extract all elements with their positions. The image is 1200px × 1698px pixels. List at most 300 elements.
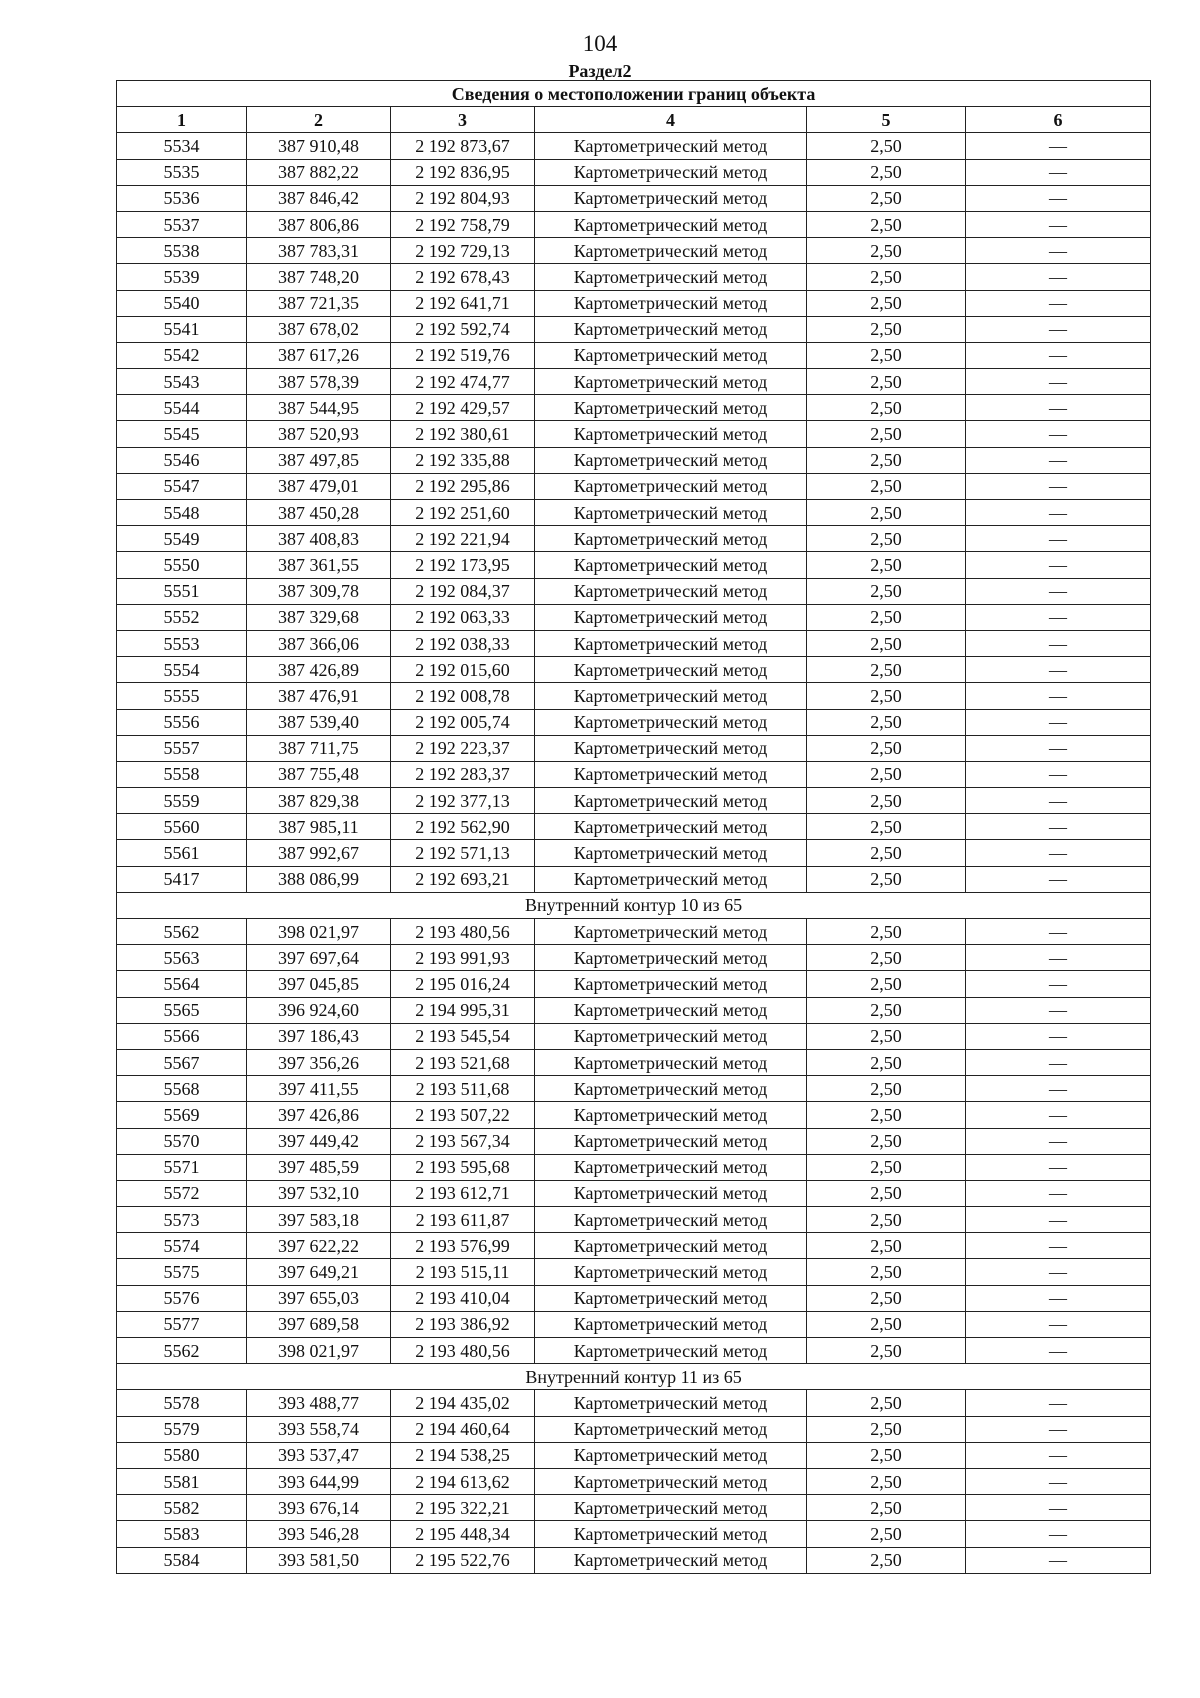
table-row — [117, 316, 1151, 342]
table-cell: 5535 — [117, 159, 247, 185]
table-cell: 2,50 — [807, 447, 966, 473]
table-cell: — — [966, 1128, 1151, 1154]
table-cell: 5549 — [117, 526, 247, 552]
table-cell: 2,50 — [807, 1547, 966, 1573]
table-cell: 2,50 — [807, 185, 966, 211]
table-cell: 2 192 063,33 — [391, 604, 535, 630]
table-cell: 5540 — [117, 290, 247, 316]
table-cell: 2,50 — [807, 526, 966, 552]
table-cell: 387 910,48 — [247, 133, 391, 159]
table-cell: — — [966, 630, 1151, 656]
table-cell: — — [966, 1416, 1151, 1442]
table-cell: 5534 — [117, 133, 247, 159]
table-row — [117, 211, 1151, 237]
table-cell: 2 194 995,31 — [391, 997, 535, 1023]
table-row — [117, 1311, 1151, 1337]
table-cell: 2,50 — [807, 290, 966, 316]
table-row — [117, 1076, 1151, 1102]
table-row — [117, 1442, 1151, 1468]
contour-label-row — [117, 1364, 1151, 1390]
table-cell: 5555 — [117, 683, 247, 709]
table-cell: 2,50 — [807, 1128, 966, 1154]
table-cell: Картометрический метод — [535, 316, 807, 342]
table-row — [117, 1285, 1151, 1311]
table-cell: Картометрический метод — [535, 447, 807, 473]
table-cell: Картометрический метод — [535, 971, 807, 997]
table-cell: 387 426,89 — [247, 657, 391, 683]
table-row — [117, 1023, 1151, 1049]
table-cell: 393 558,74 — [247, 1416, 391, 1442]
table-cell: 397 532,10 — [247, 1180, 391, 1206]
table-cell: 5560 — [117, 814, 247, 840]
table-cell: 2 192 474,77 — [391, 369, 535, 395]
table-cell: 2,50 — [807, 761, 966, 787]
table-cell: — — [966, 1180, 1151, 1206]
table-cell: 387 408,83 — [247, 526, 391, 552]
table-cell: 5543 — [117, 369, 247, 395]
table-cell: 2 193 612,71 — [391, 1180, 535, 1206]
table-cell: — — [966, 866, 1151, 892]
table-row — [117, 1259, 1151, 1285]
table-cell: 397 356,26 — [247, 1049, 391, 1075]
table-row — [117, 788, 1151, 814]
table-cell: 387 329,68 — [247, 604, 391, 630]
table-cell: — — [966, 1468, 1151, 1494]
table-cell: 2 192 221,94 — [391, 526, 535, 552]
table-row — [117, 735, 1151, 761]
table-cell: Картометрический метод — [535, 866, 807, 892]
table-cell: 397 689,58 — [247, 1311, 391, 1337]
table-cell: 5537 — [117, 211, 247, 237]
table-cell: 387 806,86 — [247, 211, 391, 237]
table-cell: Картометрический метод — [535, 1128, 807, 1154]
table-row — [117, 840, 1151, 866]
table-row — [117, 1128, 1151, 1154]
table-cell: Картометрический метод — [535, 604, 807, 630]
table-cell: — — [966, 1076, 1151, 1102]
table-cell: — — [966, 997, 1151, 1023]
table-cell: 387 748,20 — [247, 264, 391, 290]
table-cell: 2,50 — [807, 735, 966, 761]
table-row — [117, 526, 1151, 552]
table-cell: 387 539,40 — [247, 709, 391, 735]
table-cell: 2 194 538,25 — [391, 1442, 535, 1468]
table-cell: Картометрический метод — [535, 1547, 807, 1573]
table-cell: — — [966, 709, 1151, 735]
table-cell: 5572 — [117, 1180, 247, 1206]
table-cell: Картометрический метод — [535, 238, 807, 264]
table-cell: 2 192 380,61 — [391, 421, 535, 447]
table-row — [117, 866, 1151, 892]
table-row — [117, 1233, 1151, 1259]
table-cell: — — [966, 421, 1151, 447]
table-cell: Картометрический метод — [535, 1102, 807, 1128]
table-cell: 397 485,59 — [247, 1154, 391, 1180]
table-cell: 2,50 — [807, 421, 966, 447]
table-cell: 2 193 576,99 — [391, 1233, 535, 1259]
table-cell: 2,50 — [807, 1259, 966, 1285]
table-row — [117, 369, 1151, 395]
table-cell: — — [966, 290, 1151, 316]
table-row — [117, 395, 1151, 421]
table-cell: 387 617,26 — [247, 342, 391, 368]
table-cell: 397 411,55 — [247, 1076, 391, 1102]
table-row — [117, 1495, 1151, 1521]
column-header: 3 — [391, 107, 535, 133]
table-cell: 5545 — [117, 421, 247, 447]
table-cell: 2 192 173,95 — [391, 552, 535, 578]
table-cell: — — [966, 945, 1151, 971]
table-cell: 5564 — [117, 971, 247, 997]
table-cell: 5570 — [117, 1128, 247, 1154]
table-cell: 397 655,03 — [247, 1285, 391, 1311]
table-cell: 393 488,77 — [247, 1390, 391, 1416]
table-cell: — — [966, 919, 1151, 945]
table-cell: 2 193 611,87 — [391, 1207, 535, 1233]
table-cell: 387 721,35 — [247, 290, 391, 316]
table-cell: — — [966, 1547, 1151, 1573]
table-cell: 387 309,78 — [247, 578, 391, 604]
table-cell: 2 192 335,88 — [391, 447, 535, 473]
table-cell: 2 192 873,67 — [391, 133, 535, 159]
table-cell: 387 476,91 — [247, 683, 391, 709]
table-cell: 2,50 — [807, 1102, 966, 1128]
table-cell: — — [966, 264, 1151, 290]
table-cell: Картометрический метод — [535, 1338, 807, 1364]
table-cell: 2,50 — [807, 316, 966, 342]
table-cell: Картометрический метод — [535, 500, 807, 526]
table-cell: 397 697,64 — [247, 945, 391, 971]
table-cell: Картометрический метод — [535, 1154, 807, 1180]
table-cell: 2 192 758,79 — [391, 211, 535, 237]
table-cell: 2,50 — [807, 1154, 966, 1180]
table-cell: 2 192 295,86 — [391, 473, 535, 499]
table-cell: 387 882,22 — [247, 159, 391, 185]
table-row — [117, 1390, 1151, 1416]
table-cell: Картометрический метод — [535, 945, 807, 971]
table-cell: 2,50 — [807, 657, 966, 683]
table-cell: 397 649,21 — [247, 1259, 391, 1285]
table-cell: 2 192 678,43 — [391, 264, 535, 290]
table-row — [117, 552, 1151, 578]
table-cell: 2,50 — [807, 1207, 966, 1233]
table-cell: 2,50 — [807, 945, 966, 971]
table-cell: Картометрический метод — [535, 552, 807, 578]
table-cell: 2 195 322,21 — [391, 1495, 535, 1521]
table-cell: Картометрический метод — [535, 919, 807, 945]
table-cell: Картометрический метод — [535, 1285, 807, 1311]
table-cell: 2 192 015,60 — [391, 657, 535, 683]
table-cell: Картометрический метод — [535, 630, 807, 656]
table-cell: 2 193 480,56 — [391, 1338, 535, 1364]
table-cell: 2,50 — [807, 1521, 966, 1547]
table-cell: — — [966, 526, 1151, 552]
table-cell: Картометрический метод — [535, 1311, 807, 1337]
table-cell: 5577 — [117, 1311, 247, 1337]
table-cell: 2 192 641,71 — [391, 290, 535, 316]
table-cell: — — [966, 1495, 1151, 1521]
table-cell: 393 644,99 — [247, 1468, 391, 1494]
table-cell: 2,50 — [807, 395, 966, 421]
table-cell: — — [966, 473, 1151, 499]
table-cell: — — [966, 1259, 1151, 1285]
table-cell: 5539 — [117, 264, 247, 290]
table-cell: 387 755,48 — [247, 761, 391, 787]
table-cell: 397 449,42 — [247, 1128, 391, 1154]
table-cell: — — [966, 395, 1151, 421]
table-cell: 5580 — [117, 1442, 247, 1468]
table-cell: 2 194 613,62 — [391, 1468, 535, 1494]
table-cell: 388 086,99 — [247, 866, 391, 892]
table-cell: 5574 — [117, 1233, 247, 1259]
table-cell: 396 924,60 — [247, 997, 391, 1023]
table-cell: 387 711,75 — [247, 735, 391, 761]
table-cell: 2 193 545,54 — [391, 1023, 535, 1049]
table-cell: — — [966, 500, 1151, 526]
table-cell: 2,50 — [807, 630, 966, 656]
table-cell: 5558 — [117, 761, 247, 787]
section-title: Раздел2 — [568, 61, 632, 81]
table-cell: — — [966, 1390, 1151, 1416]
table-cell: Картометрический метод — [535, 814, 807, 840]
table-cell: 2 192 729,13 — [391, 238, 535, 264]
table-cell: — — [966, 1521, 1151, 1547]
table-cell: 5548 — [117, 500, 247, 526]
table-cell: Картометрический метод — [535, 369, 807, 395]
table-row — [117, 1521, 1151, 1547]
table-cell: 5552 — [117, 604, 247, 630]
table-cell: 387 366,06 — [247, 630, 391, 656]
table-cell: — — [966, 159, 1151, 185]
table-cell: — — [966, 735, 1151, 761]
table-row — [117, 1547, 1151, 1573]
table-cell: Картометрический метод — [535, 185, 807, 211]
table-row — [117, 421, 1151, 447]
table-cell: 5565 — [117, 997, 247, 1023]
table-cell: 2,50 — [807, 238, 966, 264]
table-cell: 393 546,28 — [247, 1521, 391, 1547]
table-cell: — — [966, 238, 1151, 264]
table-body — [117, 133, 1151, 1573]
table-cell: 2 192 836,95 — [391, 159, 535, 185]
table-cell: Картометрический метод — [535, 709, 807, 735]
table-cell: 2 193 386,92 — [391, 1311, 535, 1337]
table-row — [117, 814, 1151, 840]
table-cell: 2,50 — [807, 971, 966, 997]
table-cell: Картометрический метод — [535, 840, 807, 866]
table-cell: 2,50 — [807, 211, 966, 237]
contour-label: Внутренний контур 10 из 65 — [117, 892, 1151, 918]
table-row — [117, 997, 1151, 1023]
table-row — [117, 500, 1151, 526]
table-cell: Картометрический метод — [535, 657, 807, 683]
table-row — [117, 919, 1151, 945]
table-cell: — — [966, 369, 1151, 395]
table-cell: 393 581,50 — [247, 1547, 391, 1573]
table-cell: 2 192 038,33 — [391, 630, 535, 656]
table-cell: 387 578,39 — [247, 369, 391, 395]
table-cell: 5547 — [117, 473, 247, 499]
table-cell: Картометрический метод — [535, 473, 807, 499]
table-cell: 397 426,86 — [247, 1102, 391, 1128]
table-cell: — — [966, 1023, 1151, 1049]
table-cell: — — [966, 971, 1151, 997]
column-header: 5 — [807, 107, 966, 133]
table-row — [117, 1180, 1151, 1206]
table-cell: 2,50 — [807, 342, 966, 368]
table-cell: 387 544,95 — [247, 395, 391, 421]
table-cell: Картометрический метод — [535, 578, 807, 604]
table-cell: 5568 — [117, 1076, 247, 1102]
table-cell: Картометрический метод — [535, 1207, 807, 1233]
table-cell: 387 992,67 — [247, 840, 391, 866]
table-cell: 393 676,14 — [247, 1495, 391, 1521]
table-row — [117, 473, 1151, 499]
table-cell: 2,50 — [807, 500, 966, 526]
table-cell: 2,50 — [807, 578, 966, 604]
table-cell: 2 192 008,78 — [391, 683, 535, 709]
table-cell: 5536 — [117, 185, 247, 211]
table-cell: 2,50 — [807, 1338, 966, 1364]
table-cell: — — [966, 1102, 1151, 1128]
table-cell: Картометрический метод — [535, 342, 807, 368]
table-row — [117, 709, 1151, 735]
table-cell: 2,50 — [807, 1233, 966, 1259]
table-cell: 398 021,97 — [247, 1338, 391, 1364]
table-row — [117, 238, 1151, 264]
table-cell: 5578 — [117, 1390, 247, 1416]
table-cell: 5538 — [117, 238, 247, 264]
table-row — [117, 342, 1151, 368]
table-cell: 2,50 — [807, 1416, 966, 1442]
table-row — [117, 1102, 1151, 1128]
column-header: 4 — [535, 107, 807, 133]
table-cell: — — [966, 1233, 1151, 1259]
table-cell: Картометрический метод — [535, 421, 807, 447]
table-cell: 2 193 480,56 — [391, 919, 535, 945]
table-cell: 5567 — [117, 1049, 247, 1075]
table-cell: 2 192 223,37 — [391, 735, 535, 761]
table-cell: — — [966, 840, 1151, 866]
table-cell: Картометрический метод — [535, 1495, 807, 1521]
table-cell: 2 192 562,90 — [391, 814, 535, 840]
table-cell: 5562 — [117, 919, 247, 945]
table-cell: 2 194 435,02 — [391, 1390, 535, 1416]
table-cell: 5417 — [117, 866, 247, 892]
table-cell: 387 520,93 — [247, 421, 391, 447]
table-cell: 2 192 251,60 — [391, 500, 535, 526]
table-row — [117, 1468, 1151, 1494]
table-cell: 2 193 991,93 — [391, 945, 535, 971]
table-cell: 398 021,97 — [247, 919, 391, 945]
table-cell: 387 361,55 — [247, 552, 391, 578]
table-cell: 387 678,02 — [247, 316, 391, 342]
table-cell: 2,50 — [807, 1285, 966, 1311]
table-cell: — — [966, 578, 1151, 604]
table-cell: 387 985,11 — [247, 814, 391, 840]
table-row — [117, 1416, 1151, 1442]
table-cell: Картометрический метод — [535, 159, 807, 185]
table-cell: 2,50 — [807, 552, 966, 578]
table-row — [117, 1154, 1151, 1180]
contour-label: Внутренний контур 11 из 65 — [117, 1364, 1151, 1390]
table-cell: Картометрический метод — [535, 1180, 807, 1206]
table-row — [117, 971, 1151, 997]
table-row — [117, 761, 1151, 787]
table-cell: — — [966, 683, 1151, 709]
table-cell: Картометрический метод — [535, 1442, 807, 1468]
table-cell: 2,50 — [807, 814, 966, 840]
table-cell: 2,50 — [807, 709, 966, 735]
table-cell: 2 192 377,13 — [391, 788, 535, 814]
table-cell: 5554 — [117, 657, 247, 683]
table-cell: 2 193 507,22 — [391, 1102, 535, 1128]
table-row — [117, 604, 1151, 630]
table-row — [117, 945, 1151, 971]
table-cell: 387 497,85 — [247, 447, 391, 473]
table-cell: 387 450,28 — [247, 500, 391, 526]
table-cell: Картометрический метод — [535, 1076, 807, 1102]
column-header-row — [117, 107, 1151, 133]
table-cell: 2,50 — [807, 133, 966, 159]
table-cell: 2 192 519,76 — [391, 342, 535, 368]
table-cell: — — [966, 447, 1151, 473]
table-cell: 397 583,18 — [247, 1207, 391, 1233]
table-cell: — — [966, 814, 1151, 840]
table-cell: 5551 — [117, 578, 247, 604]
table-cell: 2,50 — [807, 159, 966, 185]
table-row — [117, 264, 1151, 290]
table-row — [117, 657, 1151, 683]
table-cell: Картометрический метод — [535, 1390, 807, 1416]
table-cell: 5557 — [117, 735, 247, 761]
table-cell: 2 193 567,34 — [391, 1128, 535, 1154]
table-row — [117, 630, 1151, 656]
table-cell: 393 537,47 — [247, 1442, 391, 1468]
table-cell: 2,50 — [807, 1442, 966, 1468]
column-header: 1 — [117, 107, 247, 133]
table-row — [117, 1049, 1151, 1075]
table-cell: — — [966, 316, 1151, 342]
table-cell: — — [966, 761, 1151, 787]
table-cell: Картометрический метод — [535, 1233, 807, 1259]
table-cell: Картометрический метод — [535, 1416, 807, 1442]
table-cell: 2 192 804,93 — [391, 185, 535, 211]
table-cell: 2 193 410,04 — [391, 1285, 535, 1311]
table-cell: Картометрический метод — [535, 211, 807, 237]
table-cell: 2,50 — [807, 866, 966, 892]
table-cell: — — [966, 133, 1151, 159]
table-cell: 5550 — [117, 552, 247, 578]
table-cell: — — [966, 1154, 1151, 1180]
table-cell: Картометрический метод — [535, 1521, 807, 1547]
table-cell: 5544 — [117, 395, 247, 421]
table-cell: 5553 — [117, 630, 247, 656]
table-cell: 2,50 — [807, 473, 966, 499]
table-cell: 2,50 — [807, 997, 966, 1023]
table-cell: 2 192 693,21 — [391, 866, 535, 892]
table-cell: 387 783,31 — [247, 238, 391, 264]
table-cell: 2 195 522,76 — [391, 1547, 535, 1573]
table-cell: 5581 — [117, 1468, 247, 1494]
table-cell: Картометрический метод — [535, 683, 807, 709]
table-cell: 5556 — [117, 709, 247, 735]
table-cell: 2,50 — [807, 919, 966, 945]
column-header: 6 — [966, 107, 1151, 133]
table-cell: Картометрический метод — [535, 788, 807, 814]
contour-label-row — [117, 892, 1151, 918]
table-cell: — — [966, 211, 1151, 237]
